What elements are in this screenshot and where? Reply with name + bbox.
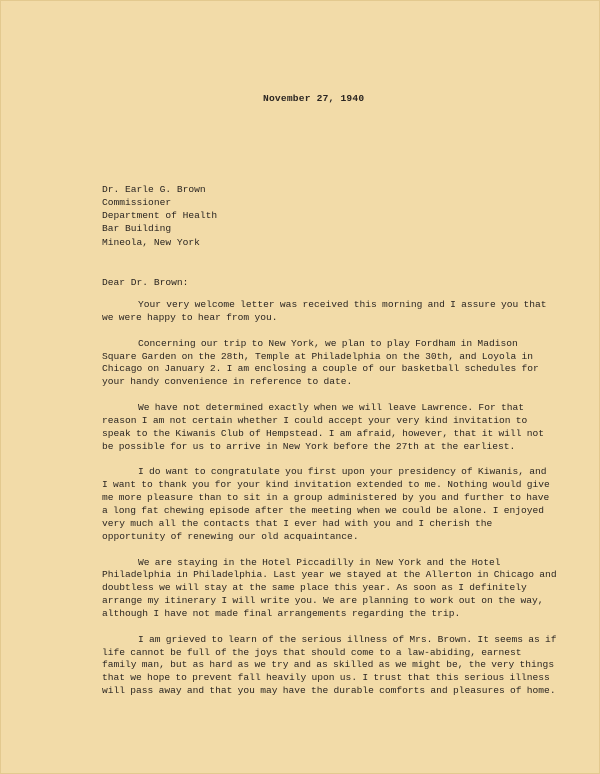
paragraph-5: We are staying in the Hotel Piccadilly in New York and the Hotel Philadelphia in Philadelphia. Last year we stayed at the Allerton in Chicago and doubtless we will stay at the same place this year. As soon as I definitely arrange my itinerary I will write you. We are planning to work out on the way, although I have not made final arrangements regarding the trip. bbox=[102, 556, 557, 619]
recipient-city: Mineola, New York bbox=[102, 236, 200, 248]
letter-date: November 27, 1940 bbox=[263, 93, 365, 104]
recipient-title: Commissioner bbox=[102, 197, 172, 209]
recipient-address bbox=[102, 183, 217, 249]
paragraph-3: We have not determined exactly when we will leave Lawrence. For that reason I am not certain whether I could accept your very kind invitation to speak to the Kiwanis Club of Hempstead. I am afraid, however, that it will not be possible for us to arrive in New York before the 27th at the earliest. bbox=[102, 402, 545, 452]
recipient-building: Bar Building bbox=[102, 223, 172, 235]
paragraph-2: Concerning our trip to New York, we plan to play Fordham in Madison Square Garden on the 28th, Temple at Philadelphia on the 30th, and Loyola in Chicago on January 2. I am enclosing a couple of our basketball schedules for your handy convenience in reference to date. bbox=[102, 337, 539, 388]
letter-body bbox=[102, 299, 557, 710]
paragraph-1: Your very welcome letter was received this morning and I assure you that we were happy to hear from you. bbox=[102, 299, 547, 323]
salutation: Dear Dr. Brown: bbox=[102, 277, 189, 288]
recipient-name: Dr. Earle G. Brown bbox=[102, 184, 206, 195]
recipient-department: Department of Health bbox=[102, 210, 218, 222]
paragraph-4: I do want to congratulate you first upon your presidency of Kiwanis, and I want to thank you for your kind invitation extended to me. Nothing would give me more pleasure than to sit in a group administered by you and further to have a long fat chewing episode after the meeting when we could be alone. I enjoyed very much all the contacts that I ever had with you and I cherish the opportunity of renewing our old acquaintance. bbox=[102, 466, 550, 542]
paragraph-6: I am grieved to learn of the serious illness of Mrs. Brown. It seems as if life cannot be full of the joys that should come to a law-abiding, earnest family man, but as hard as we try and as skilled as we might be, the very things that we hope to prevent fall heavily upon us. I trust that this serious illness will pass away and that you may have the durable comforts and pleasures of home. bbox=[102, 633, 557, 697]
